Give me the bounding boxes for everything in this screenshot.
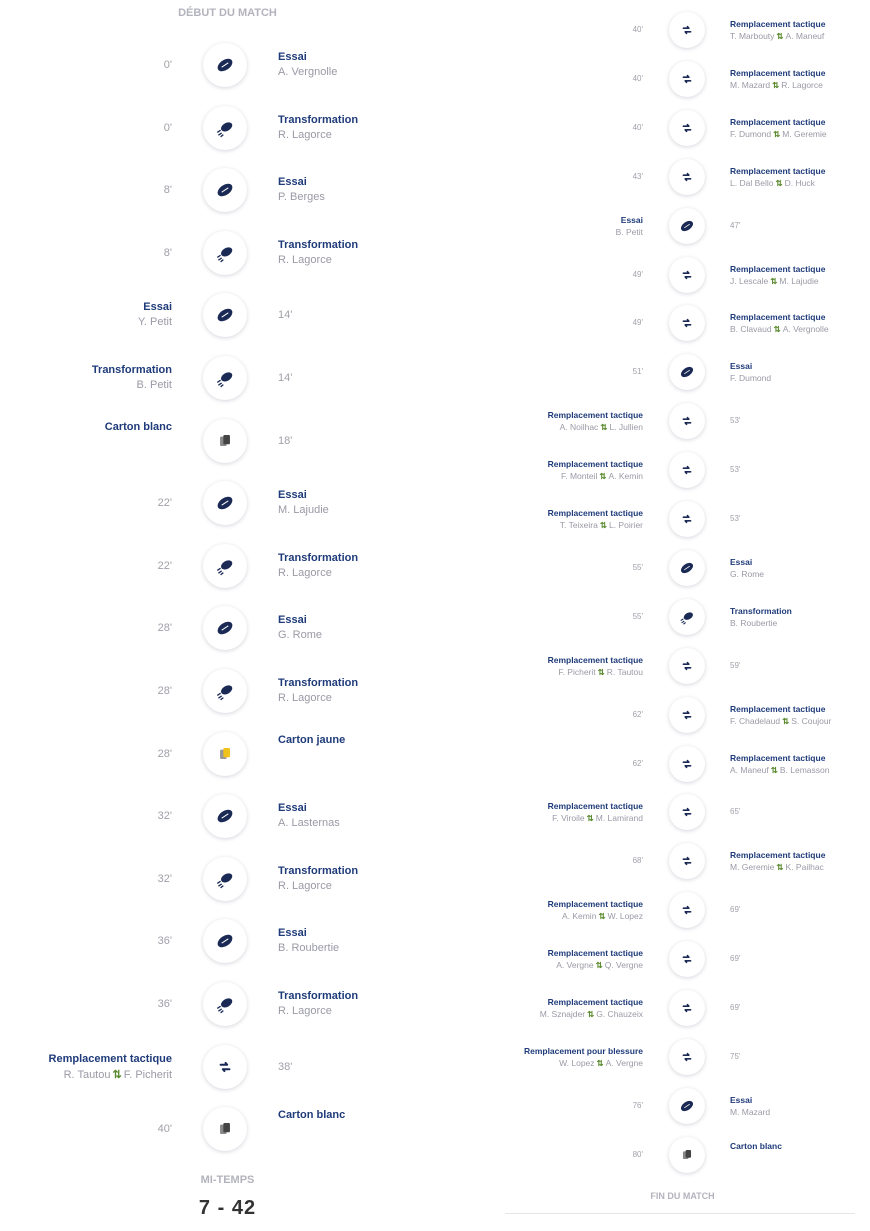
event-title: Remplacement tactique: [730, 67, 826, 78]
swap-icon: ⇅: [599, 520, 607, 530]
event-minute: 14': [278, 372, 293, 384]
event-text: [730, 753, 830, 776]
substitution-players: [730, 324, 829, 335]
substitution-players: [730, 80, 825, 91]
substitution-icon: [669, 843, 705, 879]
event-player: B. Petit: [136, 379, 172, 391]
swap-icon: ⇅: [586, 813, 594, 824]
event-text: [278, 614, 322, 641]
event-text: [278, 239, 358, 266]
substitution-icon: [669, 941, 705, 977]
event-text: [548, 508, 643, 531]
event-text: [548, 948, 643, 971]
player-in: A. Maneuf: [785, 31, 825, 41]
player-in: A. Vergnolle: [782, 324, 829, 335]
player-out: A. Kemin: [561, 911, 597, 922]
kick-icon: [203, 106, 247, 150]
event-title: Remplacement tactique: [48, 1052, 172, 1065]
event-minute: 68': [632, 856, 643, 866]
event-player: R. Lagorce: [278, 566, 332, 579]
event-title: Essai: [278, 614, 307, 627]
event-text: [730, 117, 827, 140]
event-minute: 32': [157, 872, 172, 885]
event-title: Transformation: [730, 605, 792, 616]
swap-icon: ⇅: [598, 911, 606, 922]
event-player: P. Berges: [278, 191, 325, 204]
ball-icon: [669, 550, 705, 586]
player-out: T. Teixeira: [559, 520, 598, 530]
event-minute: 59': [730, 660, 741, 670]
event-minute: 40': [157, 1123, 172, 1136]
event-title: Remplacement tactique: [730, 312, 826, 323]
swap-icon: ⇅: [773, 128, 781, 139]
player-in: M. Lajudie: [779, 275, 819, 286]
event-minute: 8': [163, 246, 172, 259]
event-title: Remplacement tactique: [547, 899, 643, 910]
event-minute: 76': [632, 1100, 643, 1110]
substitution-players: [548, 520, 643, 531]
event-player: R. Lagorce: [278, 879, 332, 892]
player-in: M. Geremie: [782, 128, 827, 139]
substitution-icon: [669, 403, 705, 439]
card-white-icon: [203, 419, 247, 463]
event-title: Transformation: [278, 551, 359, 564]
event-text: [730, 264, 825, 287]
ball-icon: [203, 606, 247, 650]
substitution-icon: [669, 257, 705, 293]
player-out: B. Clavaud: [730, 324, 772, 335]
substitution-players: [49, 1068, 172, 1081]
substitution-icon: [669, 159, 705, 195]
event-text: [278, 734, 345, 746]
substitution-icon: [669, 1039, 705, 1075]
event-text: [278, 927, 339, 954]
event-text: [548, 655, 643, 678]
event-title: Remplacement tactique: [730, 703, 826, 714]
swap-icon: ⇅: [782, 715, 790, 726]
event-minute: 8': [163, 184, 172, 197]
event-minute: 22': [157, 559, 172, 572]
event-title: Transformation: [278, 113, 359, 126]
kick-icon: [203, 982, 247, 1026]
player-out: F. Viroile: [552, 813, 585, 824]
player-in: W. Lopez: [607, 911, 643, 922]
kick-icon: [203, 544, 247, 588]
event-title: Transformation: [278, 238, 359, 251]
ball-icon: [203, 919, 247, 963]
event-title: Essai: [278, 176, 307, 189]
match-start-header: DÉBUT DU MATCH: [178, 7, 277, 19]
event-text: [730, 361, 771, 383]
event-title: Remplacement tactique: [730, 116, 826, 127]
player-out: M. Sznajder: [539, 1009, 586, 1019]
kick-icon: [669, 599, 705, 635]
swap-icon: ⇅: [600, 422, 608, 433]
swap-icon: ⇅: [595, 960, 603, 971]
event-player: F. Dumond: [730, 373, 772, 384]
event-player: R. Lagorce: [278, 253, 332, 266]
event-minute: 53': [730, 514, 741, 523]
event-text: [278, 1109, 345, 1121]
substitution-icon: [669, 61, 705, 97]
swap-icon: ⇅: [776, 862, 784, 873]
event-title: Transformation: [91, 364, 172, 376]
player-out: F. Picherit: [558, 666, 596, 677]
swap-icon: ⇅: [773, 324, 781, 335]
event-text: [730, 1095, 770, 1117]
kick-icon: [203, 356, 247, 400]
substitution-icon: [669, 746, 705, 782]
substitution-icon: [669, 697, 705, 733]
player-out: F. Monteil: [561, 471, 598, 482]
kick-icon: [203, 669, 247, 713]
event-text: [548, 459, 643, 482]
event-text: [730, 557, 764, 579]
event-title: Remplacement tactique: [547, 801, 643, 812]
halftime-label: MI-TEMPS: [200, 1174, 255, 1186]
player-in: Q. Vergne: [604, 960, 643, 971]
event-text: [278, 489, 329, 516]
event-title: Remplacement tactique: [730, 19, 826, 29]
substitution-icon: [669, 110, 705, 146]
event-title: Remplacement tactique: [730, 165, 826, 176]
event-player: B. Roubertie: [730, 617, 778, 628]
substitution-icon: [203, 1045, 247, 1089]
event-minute: 18': [278, 434, 293, 447]
event-minute: 32': [157, 810, 172, 823]
event-minute: 40': [632, 122, 643, 132]
event-player: R. Lagorce: [278, 1005, 332, 1017]
event-text: [278, 677, 358, 704]
event-text: [730, 68, 825, 91]
event-title: Remplacement tactique: [547, 948, 643, 959]
event-title: Carton blanc: [278, 1109, 346, 1122]
event-player: A. Lasternas: [278, 817, 340, 830]
event-minute: 38': [278, 1060, 293, 1073]
substitution-players: [548, 422, 643, 433]
substitution-players: [730, 129, 827, 140]
player-in: S. Coujour: [791, 715, 832, 726]
card-white-icon: [669, 1137, 705, 1173]
event-title: Transformation: [278, 864, 359, 877]
event-text: [548, 899, 643, 922]
substitution-icon: [669, 12, 705, 48]
substitution-icon: [669, 452, 705, 488]
player-out: A. Maneuf: [730, 764, 769, 775]
event-minute: 62': [632, 758, 643, 768]
event-minute: 43': [632, 171, 643, 181]
swap-icon: ⇅: [776, 31, 784, 41]
player-out: A. Noilhac: [559, 422, 599, 433]
event-text: [138, 301, 172, 328]
event-minute: 65': [730, 807, 741, 817]
event-minute: 22': [157, 497, 172, 510]
event-title: Remplacement tactique: [730, 263, 826, 274]
event-minute: 0': [163, 121, 172, 134]
substitution-players: [548, 960, 643, 971]
event-text: [730, 1141, 782, 1151]
substitution-players: [730, 716, 831, 727]
event-title: Essai: [278, 489, 307, 502]
player-in: L. Jullien: [609, 422, 643, 433]
player-out: M. Geremie: [730, 862, 775, 873]
substitution-players: [548, 667, 643, 678]
substitution-players: [730, 178, 825, 189]
player-in: F. Picherit: [123, 1068, 172, 1081]
event-title: Essai: [143, 301, 172, 314]
event-text: [105, 421, 172, 433]
event-title: Essai: [620, 214, 643, 225]
substitution-players: [548, 471, 643, 482]
ball-icon: [669, 208, 705, 244]
event-title: Essai: [730, 556, 753, 567]
event-title: Carton blanc: [104, 420, 172, 433]
event-minute: 49': [632, 318, 643, 328]
player-in: A. Vergne: [605, 1057, 643, 1068]
substitution-players: [730, 31, 825, 42]
event-text: [730, 606, 792, 628]
event-title: Remplacement tactique: [547, 997, 643, 1007]
player-out: M. Mazard: [730, 79, 771, 90]
event-text: [730, 704, 831, 727]
event-player: R. Lagorce: [278, 692, 332, 704]
substitution-icon: [669, 990, 705, 1026]
player-in: R. Tautou: [606, 666, 643, 677]
event-title: Remplacement tactique: [730, 752, 826, 763]
event-text: [278, 114, 358, 141]
event-title: Essai: [278, 927, 307, 940]
card-yellow-icon: [203, 732, 247, 776]
event-text: [278, 865, 358, 892]
player-out: T. Marbouty: [730, 31, 775, 41]
ball-icon: [203, 168, 247, 212]
event-player: B. Roubertie: [278, 942, 340, 955]
event-text: [278, 552, 358, 579]
event-minute: 14': [278, 309, 293, 322]
event-minute: 80': [632, 1149, 643, 1159]
halftime-score: 7 - 42: [198, 1197, 257, 1219]
event-title: Remplacement tactique: [547, 410, 643, 421]
event-player: G. Rome: [278, 629, 323, 642]
event-text: [540, 997, 643, 1020]
ball-icon: [669, 1088, 705, 1124]
swap-icon: ⇅: [775, 177, 783, 188]
event-minute: 28': [157, 685, 172, 697]
event-minute: 28': [157, 622, 172, 635]
swap-icon: ⇅: [770, 275, 778, 286]
substitution-players: [730, 862, 825, 873]
player-in: A. Kemin: [608, 471, 643, 482]
event-title: Remplacement tactique: [547, 654, 643, 665]
substitution-icon: [669, 305, 705, 341]
swap-icon: ⇅: [599, 471, 607, 482]
event-minute: 40': [632, 25, 643, 34]
event-minute: 49': [632, 269, 643, 279]
divider: [505, 1213, 855, 1214]
player-in: G. Chauzeix: [596, 1009, 643, 1019]
event-text: [278, 990, 358, 1017]
event-title: Remplacement tactique: [730, 850, 826, 861]
event-minute: 28': [157, 747, 172, 760]
substitution-players: [730, 276, 825, 287]
event-title: Carton blanc: [730, 1140, 782, 1151]
event-text: [730, 19, 825, 42]
match-end-header: FIN DU MATCH: [650, 1191, 715, 1201]
event-text: [278, 176, 325, 203]
player-in: L. Poirier: [608, 520, 643, 530]
swap-icon: ⇅: [112, 1068, 122, 1081]
swap-icon: ⇅: [770, 764, 778, 775]
event-minute: 36': [157, 935, 172, 948]
player-out: W. Lopez: [559, 1057, 595, 1068]
substitution-players: [548, 911, 643, 922]
event-text: [616, 215, 643, 237]
event-player: M. Mazard: [730, 1106, 771, 1117]
player-in: K. Pailhac: [785, 862, 824, 873]
player-in: D. Huck: [784, 177, 815, 188]
event-title: Remplacement pour blessure: [523, 1045, 643, 1056]
event-minute: 69': [730, 905, 741, 915]
substitution-players: [730, 765, 830, 776]
event-title: Essai: [730, 1094, 753, 1105]
card-white-icon: [203, 1107, 247, 1151]
player-in: B. Lemasson: [779, 764, 830, 775]
event-player: G. Rome: [730, 568, 765, 579]
event-player: Y. Petit: [137, 316, 172, 329]
swap-icon: ⇅: [587, 1009, 595, 1019]
event-text: [548, 410, 643, 433]
event-text: [730, 850, 825, 873]
substitution-players: [540, 1009, 643, 1020]
event-minute: 69': [730, 954, 741, 964]
ball-icon: [669, 354, 705, 390]
player-in: R. Lagorce: [781, 79, 823, 90]
event-title: Carton jaune: [278, 733, 346, 746]
event-text: [278, 51, 337, 78]
event-player: A. Vergnolle: [278, 66, 338, 78]
event-title: Transformation: [278, 990, 359, 1002]
event-minute: 51': [632, 367, 643, 377]
swap-icon: ⇅: [596, 1057, 604, 1068]
event-player: B. Petit: [615, 226, 643, 237]
player-out: A. Vergne: [556, 960, 594, 971]
swap-icon: ⇅: [772, 79, 780, 90]
event-title: Essai: [730, 361, 753, 372]
event-minute: 0': [163, 59, 172, 71]
ball-icon: [203, 794, 247, 838]
substitution-icon: [669, 501, 705, 537]
player-out: F. Chadelaud: [730, 715, 781, 726]
event-title: Essai: [278, 802, 307, 815]
event-minute: 69': [730, 1003, 741, 1012]
player-out: L. Dal Bello: [730, 177, 774, 188]
event-title: Remplacement tactique: [547, 459, 643, 470]
player-out: F. Dumond: [730, 128, 772, 139]
ball-icon: [203, 43, 247, 87]
event-minute: 62': [632, 709, 643, 719]
substitution-icon: [669, 794, 705, 830]
event-player: R. Lagorce: [278, 128, 332, 141]
event-text: [49, 1053, 172, 1081]
event-text: [730, 166, 825, 189]
substitution-icon: [669, 892, 705, 928]
event-title: Transformation: [278, 677, 359, 689]
ball-icon: [203, 481, 247, 525]
event-text: [278, 802, 340, 829]
event-text: [548, 801, 643, 824]
event-text: [524, 1046, 643, 1069]
swap-icon: ⇅: [597, 666, 605, 677]
event-minute: 53': [730, 465, 741, 475]
substitution-players: [548, 813, 643, 824]
event-minute: 40': [632, 73, 643, 83]
kick-icon: [203, 857, 247, 901]
substitution-players: [524, 1058, 643, 1069]
event-player: M. Lajudie: [278, 504, 329, 517]
event-minute: 47': [730, 220, 741, 230]
player-out: J. Lescale: [730, 275, 769, 286]
event-minute: 55': [632, 562, 643, 572]
event-text: [92, 364, 172, 391]
event-minute: 53': [730, 416, 741, 426]
event-minute: 75': [730, 1051, 741, 1061]
event-minute: 36': [157, 998, 172, 1010]
player-out: R. Tautou: [63, 1068, 111, 1081]
player-in: M. Lamirand: [595, 813, 643, 824]
ball-icon: [203, 293, 247, 337]
event-text: [730, 312, 829, 335]
event-title: Essai: [278, 51, 307, 63]
kick-icon: [203, 231, 247, 275]
event-title: Remplacement tactique: [547, 508, 643, 518]
event-minute: 55': [632, 611, 643, 621]
substitution-icon: [669, 648, 705, 684]
